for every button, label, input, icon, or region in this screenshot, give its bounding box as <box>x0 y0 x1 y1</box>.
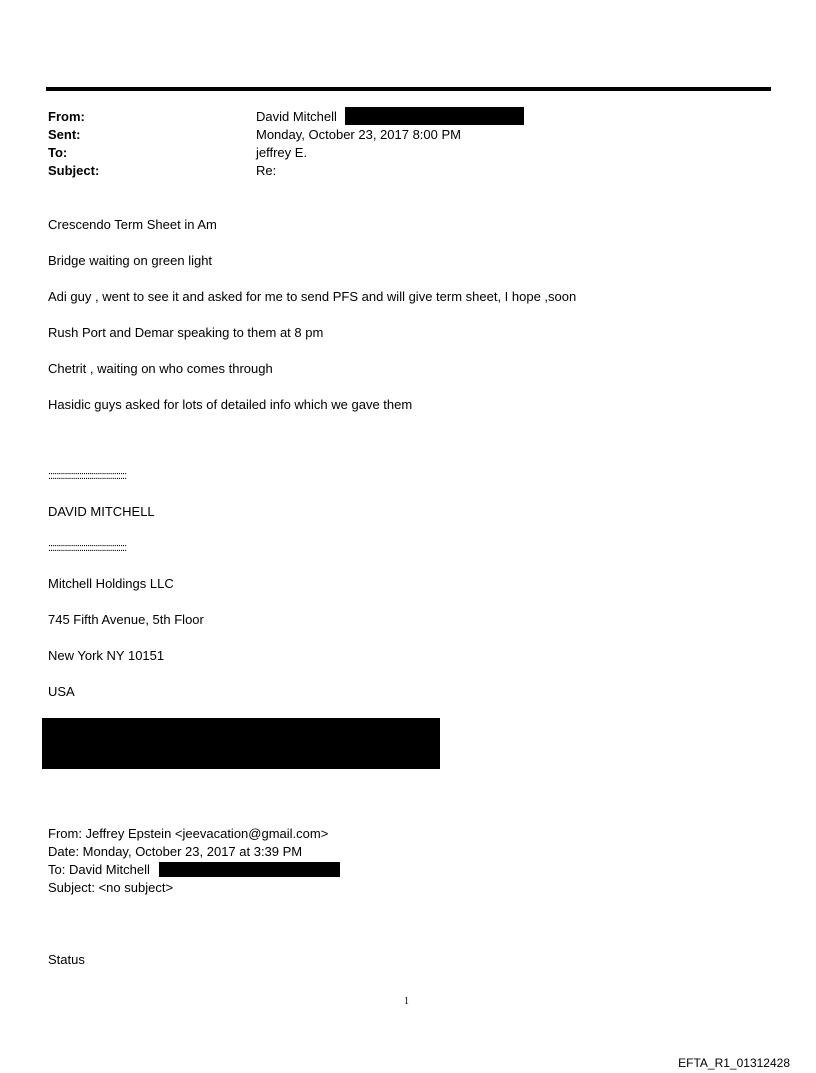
subject-value: Re: <box>256 163 277 178</box>
redaction-from-email <box>345 107 524 125</box>
body-line: Rush Port and Demar speaking to them at 8 pm <box>48 325 324 340</box>
signature-divider-bottom: :::::::::::::::::::::::::::::::::::::: <box>48 542 127 554</box>
quoted-date: Date: Monday, October 23, 2017 at 3:39 PM <box>48 844 303 859</box>
page-number: 1 <box>404 996 409 1007</box>
signature-name: DAVID MITCHELL <box>48 504 155 519</box>
body-line: Bridge waiting on green light <box>48 253 213 268</box>
signature-city: New York NY 10151 <box>48 648 165 663</box>
subject-label: Subject: <box>48 163 100 178</box>
document-id: EFTA_R1_01312428 <box>678 1056 790 1070</box>
sent-value: Monday, October 23, 2017 8:00 PM <box>256 127 461 142</box>
signature-divider-top: :::::::::::::::::::::::::::::::::::::: <box>48 470 127 482</box>
quoted-body: Status <box>48 952 85 967</box>
to-label: To: <box>48 145 68 160</box>
from-label: From: <box>48 109 85 124</box>
redaction-to-email <box>159 862 340 877</box>
body-line: Hasidic guys asked for lots of detailed info which we gave them <box>48 397 413 412</box>
quoted-subject: Subject: <no subject> <box>48 880 174 895</box>
signature-address: 745 Fifth Avenue, 5th Floor <box>48 612 204 627</box>
from-value: David Mitchell <box>256 109 337 124</box>
body-line: Chetrit , waiting on who comes through <box>48 361 273 376</box>
sent-label: Sent: <box>48 127 81 142</box>
signature-company: Mitchell Holdings LLC <box>48 576 174 591</box>
quoted-to: To: David Mitchell <box>48 862 150 877</box>
redaction-block <box>42 718 440 769</box>
signature-country: USA <box>48 684 75 699</box>
header-rule <box>46 87 771 91</box>
body-line: Adi guy , went to see it and asked for me to send PFS and will give term sheet, I hope ,soon <box>48 289 577 304</box>
to-value: jeffrey E. <box>256 145 308 160</box>
quoted-from: From: Jeffrey Epstein <jeevacation@gmail.com> <box>48 826 329 841</box>
body-line: Crescendo Term Sheet in Am <box>48 217 217 232</box>
